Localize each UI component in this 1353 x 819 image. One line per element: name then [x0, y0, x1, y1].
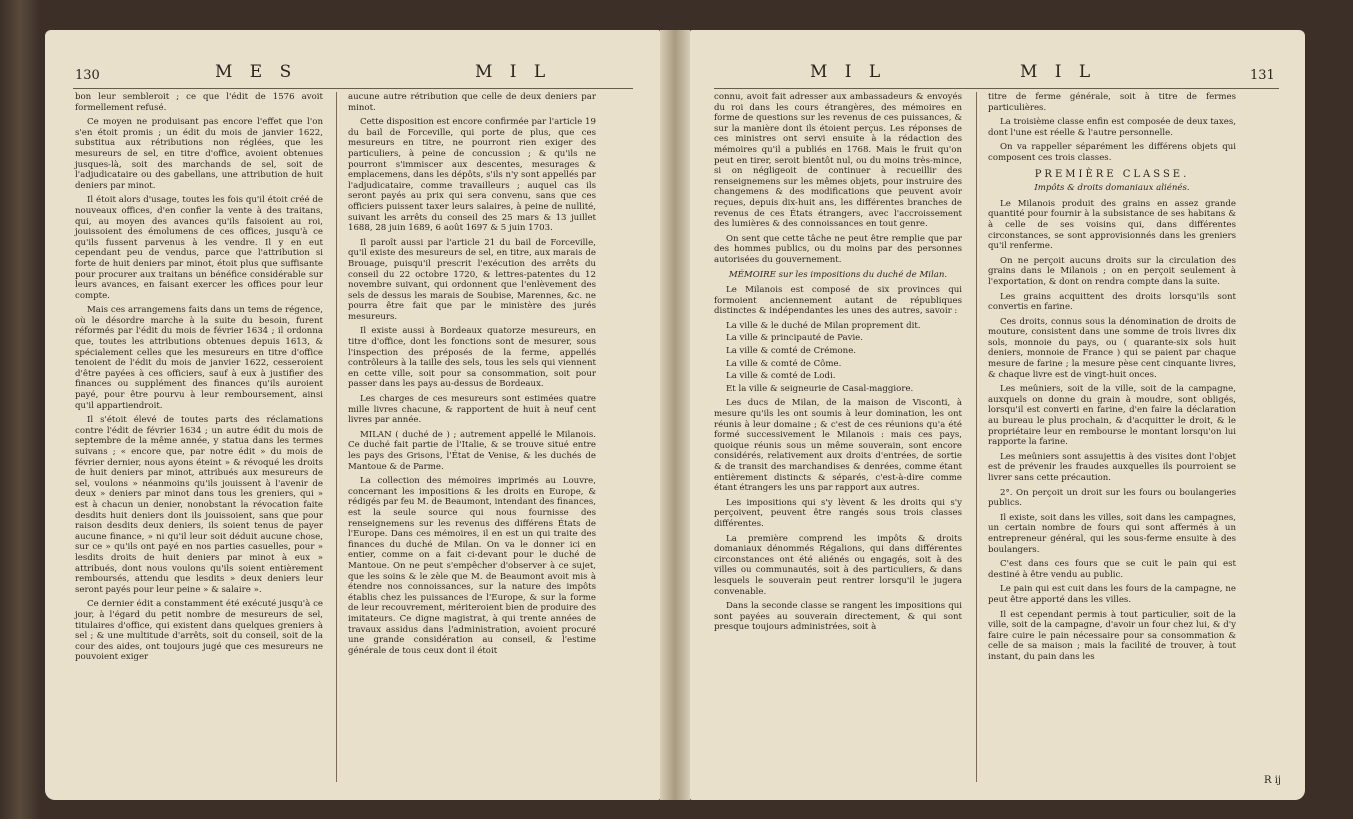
- province-list: [714, 321, 962, 395]
- paragraph: Cette disposition est encore confirmée par l'article 19 du bail de Forceville, qui porte de plus, que ces mesureurs en titre, ne pourront rien exiger des particuliers, à peine de concussion ; & qu'ils ne pourront s'immiscer aux descentes, mesurages & emplacemens, dans les dépôts, s'ils n'y sont appellés par l'adjudicataire, comme travailleurs ; auquel cas ils seront payés au prix qui sera convenu, sans que ces officiers puissent taxer leurs salaires, à peine de nullité, suivant les arrêts du conseil des 25 mars & 13 juillet 1688, 28 juin 1689, 6 août 1697 & 5 juin 1703.: [348, 117, 596, 234]
- paragraph: La première comprend les impôts & droits domaniaux dénommés Régalions, qui dans différentes circonstances ont été aliénés ou engagés, soit à des villes ou communautés, soit à des particuliers, & dans lesquels le souverain peut rentrer lorsqu'il le jugera convenable.: [714, 533, 962, 597]
- paragraph: On ne perçoit aucuns droits sur la circulation des grains dans le Milanois ; on en perçoit seulement à l'exportation, & dont on rendra compte dans la suite.: [988, 255, 1236, 287]
- paragraph: aucune autre rétribution que celle de deux deniers par minot.: [348, 92, 596, 113]
- signature-mark: R ij: [1263, 775, 1281, 786]
- paragraph: Il existe, soit dans les villes, soit dans les campagnes, un certain nombre de fours qui sont affermés à un entrepreneur général, qui les sous-ferme ensuite à des boulangers.: [988, 512, 1236, 555]
- column-divider: [976, 92, 977, 782]
- paragraph: La troisième classe enfin est composée de deux taxes, dont l'une est réelle & l'autre personnelle.: [988, 117, 1236, 138]
- column-divider: [336, 92, 337, 782]
- left-page: [45, 30, 660, 800]
- paragraph: Les meûniers sont assujettis à des visites dont l'objet est de prévenir les fraudes auxquelles ils pourroient se livrer sans cette précaution.: [988, 451, 1236, 483]
- paragraph: titre de ferme générale, soit à titre de fermes particulières.: [988, 92, 1236, 113]
- paragraph: Il étoit alors d'usage, toutes les fois qu'il étoit créé de nouveaux offices, d'en confier la vente à des traitans, qui, au moyen des avances qu'ils faisoient au roi, jouissoient des émolumens de ces offices, jusqu'à ce qu'ils fussent parvenus à les vendre. Il y en eut cependant peu de vendus, parce que l'attribution si forte de huit deniers par minot, étoit plus que suffisante pour procurer aux traitans un bénéfice considérable sur leurs avances, en faisant exercer les offices pour leur compte.: [75, 195, 323, 301]
- list-item: La ville & comté de Lodi.: [726, 371, 836, 382]
- memoire-title: MÉMOIRE sur les impositions du duché de Milan.: [728, 269, 948, 280]
- running-head-left: M I L: [810, 62, 887, 82]
- page-number: 130: [75, 68, 100, 83]
- paragraph: Ce moyen ne produisant pas encore l'effet que l'on s'en étoit promis ; un édit du mois de janvier 1622, substitua aux rétributions non réglées, que les mesureurs de sel, en titre d'office, avoient obtenues jusques-là, soit des marchands de sel, soit de l'adjudicataire ou des gabellans, une attribution de huit deniers par minot.: [75, 117, 323, 191]
- list-item: Et la ville & seigneurie de Casal-maggiore.: [726, 383, 914, 394]
- header-rule: [714, 88, 1279, 89]
- column-1: [714, 92, 962, 637]
- paragraph: La collection des mémoires imprimés au Louvre, concernant les impositions & les droits en Europe, & rédigés par feu M. de Beaumont, intendant des finances, est la seule source qui nous fournisse des renseignemens sur les revenus des différens États de l'Europe. Dans ces mémoires, il en est un qui traite des finances du duché de Milan. On va le donner ici en entier, comme on a fait ci-devant pour le duché de Mantoue. On ne peut s'empêcher d'observer à ce sujet, que les soins & le zèle que M. de Beaumont avoit mis à étendre nos connoissances, sur la nature des impôts établis chez les puissances de l'Europe, & sur la forme de leur recouvrement, mériteroient bien de produire des imitateurs. Ce digne magistrat, à qui trente années de travaux assidus dans l'administration, avoient procuré une grande considération au conseil, & l'estime générale de tous ceux dont il étoit: [348, 476, 596, 656]
- paragraph: Ce dernier édit a constamment été exécuté jusqu'à ce jour, à l'égard du petit nombre de mesureurs de sel, titulaires d'office, qui existent dans quelques greniers à sel ; & une multitude d'arrêts, soit du conseil, soit de la cour des aides, ont toujours jugé que ces mesureurs ne pouvoient exiger: [75, 599, 323, 663]
- right-page: [690, 30, 1305, 800]
- paragraph: bon leur sembleroit ; ce que l'édit de 1576 avoit formellement refusé.: [75, 92, 323, 113]
- paragraph: Le pain qui est cuit dans les fours de la campagne, ne peut être apporté dans les villes.: [988, 584, 1236, 605]
- paragraph: Mais ces arrangemens faits dans un tems de régence, où le désordre marche à la suite du besoin, furent réformés par l'édit du mois de février 1634 ; il ordonna que, toutes les attributions obtenues depuis 1613, & spécialement celles que les mesureurs en titre d'office tenoient de l'édit du mois de janvier 1622, cesseroient d'être payées à ces officiers, sauf à eux à justifier des finances ou supplément des finances qu'ils auroient payé, pour être pourvu à leur remboursement, ainsi qu'il appartiendroit.: [75, 305, 323, 411]
- header-rule: [73, 88, 633, 89]
- paragraph: Il existe aussi à Bordeaux quatorze mesureurs, en titre d'office, dont les fonctions sont de mesurer, sous l'inspection des préposés de la ferme, appellés contrôleurs à la taille des sels, tous les sels qui viennent en cette ville, soit pour sa consommation, soit pour passer dans les pays au-dessus de Bordeaux.: [348, 326, 596, 390]
- paragraph: Ces droits, connus sous la dénomination de droits de mouture, consistent dans une somme de trois livres dix sols, monnoie du pays, ou ( quarante-six sols huit deniers, monnoie de France ) qui se paient par chaque mesure de farine ; la mesure pèse cent cinquante livres, & chaque livre est de vingt-huit onces.: [988, 316, 1236, 380]
- section-title: PREMIÈRE CLASSE.: [1034, 168, 1190, 180]
- paragraph: Les meûniers, soit de la ville, soit de la campagne, auxquels on donne du grain à moudre, sont obligés, lorsqu'il est converti en farine, d'en faire la déclaration au bureau le plus prochain, & d'acquitter le droit, & le propriétaire leur en rembourse le montant lorsqu'on lui rapporte la farine.: [988, 384, 1236, 448]
- paragraph: Les charges de ces mesureurs sont estimées quatre mille livres chacune, & rapportent de huit à neuf cent livres par année.: [348, 394, 596, 426]
- paragraph: Dans la seconde classe se rangent les impositions qui sont payées au souverain directement, & qui sont presque toujours administrées, soit à: [714, 601, 962, 633]
- paragraph: MILAN ( duché de ) ; autrement appellé le Milanois. Ce duché fait partie de l'Italie, & se trouve situé entre les pays des Grisons, l'État de Venise, & les duchés de Mantoue & de Parme.: [348, 429, 596, 472]
- paragraph: Il paroît aussi par l'article 21 du bail de Forceville, qu'il existe des mesureurs de sel, en titre, aux marais de Brouage, puisqu'il prescrit l'exécution des arrêts du conseil du 22 octobre 1720, & lettres-patentes du 12 novembre suivant, qui ordonnent que l'enlèvement des sels de dessus les marais de Soubise, Marennes, &c. ne pourra être fait que par le ministère des jurés mesureurs.: [348, 237, 596, 322]
- running-head-right: M I L: [1020, 62, 1097, 82]
- list-item: La ville & comté de Côme.: [726, 358, 842, 369]
- paragraph: Le Milanois produit des grains en assez grande quantité pour fournir à la subsistance de ses habitans & à celle de ses voisins qui, dans différentes circonstances, se sont approvisionnés dans les greniers qu'il renferme.: [988, 198, 1236, 252]
- running-head-left: M E S: [215, 62, 298, 82]
- list-item: La ville & principauté de Pavie.: [726, 333, 864, 344]
- paragraph: connu, avoit fait adresser aux ambassadeurs & envoyés du roi dans les cours étrangères, des mémoires en forme de questions sur les revenus de ces puissances, & sur la manière dont ils étoient perçus. Les réponses de ces ministres ont servi ensuite à la rédaction des mémoires qu'il a publiés en 1768. Mais le fruit qu'on peut en tirer, seroit bientôt nul, ou du moins très-mince, si on négligeoit de continuer à recueillir des renseignemens sur les mêmes objets, pour instruire des changemens & des modifications que peuvent avoir reçues, depuis dix-huit ans, les différentes branches de revenus de ces États étrangers, avec l'accroissement des lumières & des connoissances en tout genre.: [714, 92, 962, 230]
- paragraph: Les impositions qui s'y lèvent & les droits qui s'y perçoivent, peuvent être rangés sous trois classes différentes.: [714, 497, 962, 529]
- column-2: [988, 92, 1236, 667]
- list-item: La ville & le duché de Milan proprement dit.: [726, 320, 921, 331]
- book-gutter: [660, 30, 690, 800]
- paragraph: 2°. On perçoit un droit sur les fours ou boulangeries publics.: [988, 487, 1236, 509]
- column-1: [75, 92, 323, 667]
- section-subtitle: Impôts & droits domaniaux aliénés.: [1034, 183, 1190, 194]
- list-item: La ville & comté de Crémone.: [726, 346, 857, 357]
- paragraph: On sent que cette tâche ne peut être remplie que par des hommes publics, ou du moins par des personnes autorisées du gouvernement.: [714, 233, 962, 265]
- paragraph: C'est dans ces fours que se cuit le pain qui est destiné à être vendu au public.: [988, 559, 1236, 580]
- paragraph: Il est cependant permis à tout particulier, soit de la ville, soit de la campagne, d'avoir un four chez lui, & d'y faire cuire le pain nécessaire pour sa consommation & celle de sa maison ; mais la facilité de trouver, à tout instant, du pain dans les: [988, 609, 1236, 662]
- paragraph: Les ducs de Milan, de la maison de Visconti, à mesure qu'ils les ont soumis à leur domination, les ont réunis à leur domaine ; & c'est de ces réunions qu'a été formé successivement le Milanois : mais ces pays, quoique réunis sous un même souverain, sont encore considérés, relativement aux droits d'entrées, de sortie & de transit des marchandises & denrées, comme étant entièrement distincts & séparés, c'est-à-dire comme étant étrangers les uns par rapport aux autres.: [714, 398, 962, 494]
- running-head-right: M I L: [475, 62, 552, 82]
- paragraph: Les grains acquittent des droits lorsqu'ils sont convertis en farine.: [988, 291, 1236, 313]
- paragraph: Le Milanois est composé de six provinces qui formoient anciennement autant de républiques distinctes & indépendantes les unes des autres, savoir :: [714, 285, 962, 317]
- paragraph: Il s'étoit élevé de toutes parts des réclamations contre l'édit de février 1634 ; un autre édit du mois de septembre de la même année, y statua dans les termes suivans ; « encore que, par notre édit » du mois de février dernier, nous ayons éteint » & révoqué les droits de huit deniers par minot, attribués aux mesureurs de sel, voulons » néanmoins qu'ils jouissent à l'avenir de deux » deniers par minot dans tous les greniers, qui » est à chacun un denier, nonobstant la révocation faite desdits huit deniers dont ils jouissoient, sans que pour raison desdits deux deniers, ils soient tenus de payer aucune finance, » ni qu'il leur soit déduit aucune chose, sur ce » qu'ils ont payé en nos parties casuelles, pour » lesdits droits de huit deniers par minot à eux » attribués, dont nous voulons qu'ils soient entièrement remboursés, attendu que lesdits » deux deniers leur seront payés pour leur peine » & salaire ».: [75, 415, 323, 595]
- paragraph: On va rappeller séparément les différens objets qui composent ces trois classes.: [988, 142, 1236, 163]
- column-2: [348, 92, 596, 660]
- page-number: 131: [1250, 68, 1275, 83]
